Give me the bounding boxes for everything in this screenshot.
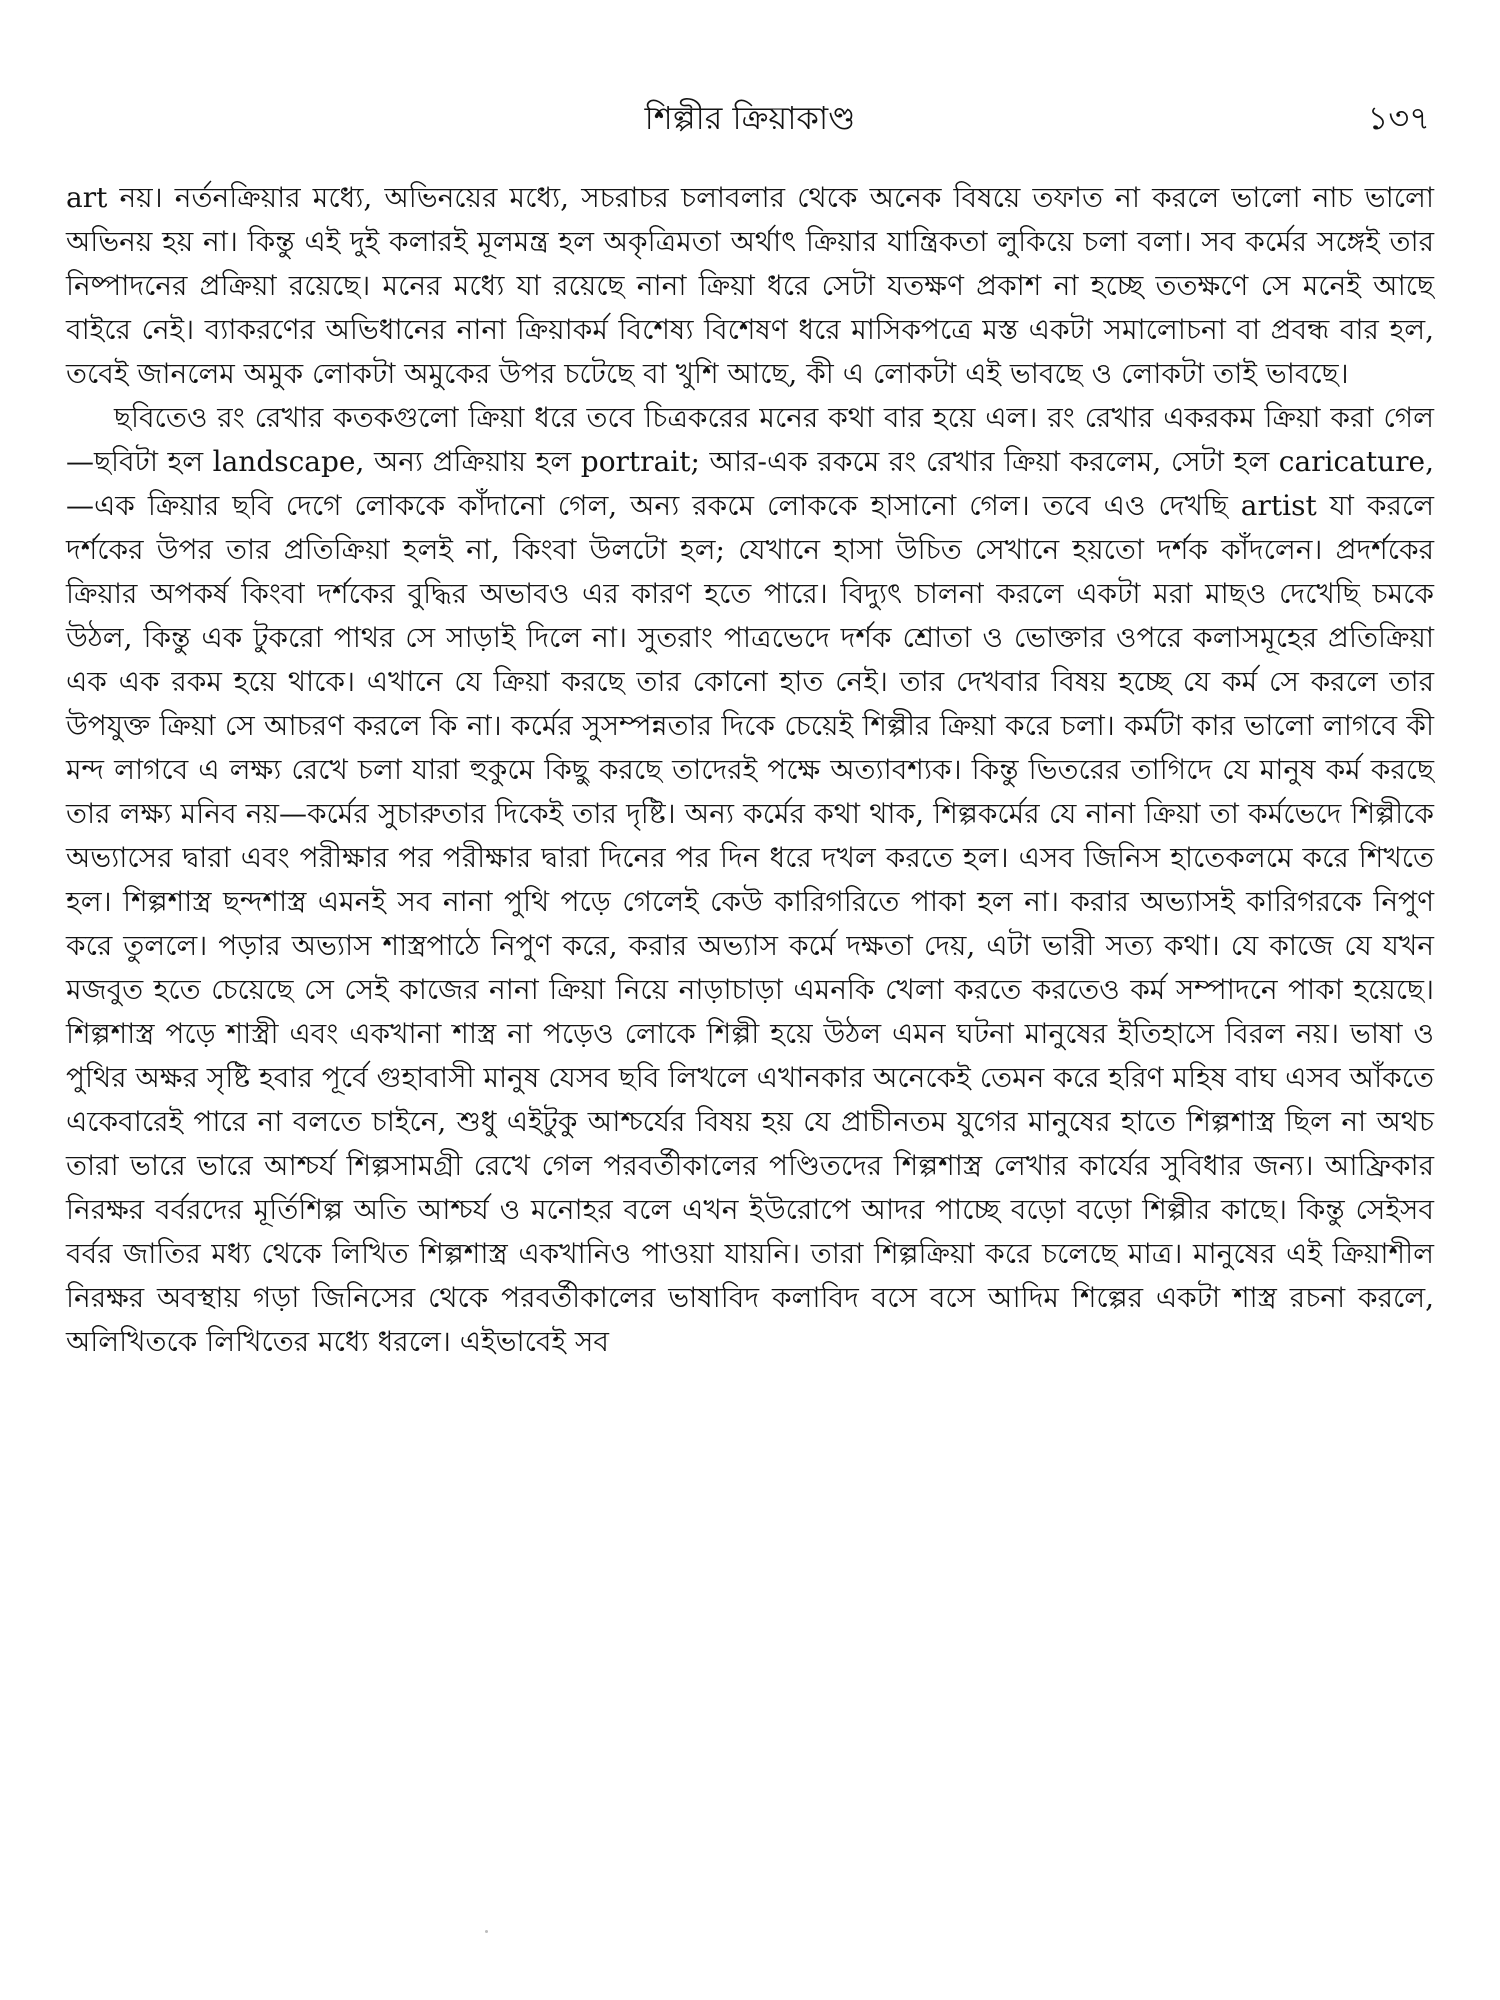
body-text (66, 176, 1434, 1364)
page-number: ১৩৭ (1367, 99, 1430, 137)
running-head-title: শিল্পীর ক্রিয়াকাণ্ড (644, 99, 856, 137)
paragraph-1: art নয়। নর্তনক্রিয়ার মধ্যে, অভিনয়ের মধ্যে, সচরাচর চলাবলার থেকে অনেক বিষয়ে তফাত না করলে ভালো নাচ ভালো অভিনয় হয় না। কিন্তু এই দুই কলারই মূলমন্ত্র হল অকৃত্রিমতা অর্থাৎ ক্রিয়ার যান্ত্রিকতা লুকিয়ে চলা বলা। সব কর্মের সঙ্গেই তার নিষ্পাদনের প্রক্রিয়া রয়েছে। মনের মধ্যে যা রয়েছে নানা ক্রিয়া ধরে সেটা যতক্ষণ প্রকাশ না হচ্ছে ততক্ষণে সে মনেই আছে বাইরে নেই। ব্যাকরণের অভিধানের নানা ক্রিয়াকর্ম বিশেষ্য বিশেষণ ধরে মাসিকপত্রে মস্ত একটা সমালোচনা বা প্রবন্ধ বার হল, তবেই জানলেম অমুক লোকটা অমুকের উপর চটেছে বা খুশি আছে, কী এ লোকটা এই ভাবছে ও লোকটা তাই ভাবছে। (66, 181, 1434, 390)
paragraph-2: ছবিতেও রং রেখার কতকগুলো ক্রিয়া ধরে তবে চিত্রকরের মনের কথা বার হয়ে এল। রং রেখার একরকম ক্রিয়া করা গেল—ছবিটা হল landscape, অন্য প্রক্রিয়ায় হল portrait; আর-এক রকমে রং রেখার ক্রিয়া করলেম, সেটা হল caricature,—এক ক্রিয়ার ছবি দেগে লোককে কাঁদানো গেল, অন্য রকমে লোককে হাসানো গেল। তবে এও দেখছি artist যা করলে দর্শকের উপর তার প্রতিক্রিয়া হলই না, কিংবা উলটো হল; যেখানে হাসা উচিত সেখানে হয়তো দর্শক কাঁদলেন। প্রদর্শকের ক্রিয়ার অপকর্ষ কিংবা দর্শকের বুদ্ধির অভাবও এর কারণ হতে পারে। বিদ্যুৎ চালনা করলে একটা মরা মাছও দেখেছি চমকে উঠল, কিন্তু এক টুকরো পাথর সে সাড়াই দিলে না। সুতরাং পাত্রভেদে দর্শক শ্রোতা ও ভোক্তার ওপরে কলাসমূহের প্রতিক্রিয়া এক এক রকম হয়ে থাকে। এখানে যে ক্রিয়া করছে তার কোনো হাত নেই। তার দেখবার বিষয় হচ্ছে যে কর্ম সে করলে তার উপযুক্ত ক্রিয়া সে আচরণ করলে কি না। কর্মের সুসম্পন্নতার দিকে চেয়েই শিল্পীর ক্রিয়া করে চলা। কর্মটা কার ভালো লাগবে কী মন্দ লাগবে এ লক্ষ্য রেখে চলা যারা হুকুমে কিছু করছে তাদেরই পক্ষে অত্যাবশ্যক। কিন্তু ভিতরের তাগিদে যে মানুষ কর্ম করছে তার লক্ষ্য মনিব নয়—কর্মের সুচারুতার দিকেই তার দৃষ্টি। অন্য কর্মের কথা থাক, শিল্পকর্মের যে নানা ক্রিয়া তা কর্মভেদে শিল্পীকে অভ্যাসের দ্বারা এবং পরীক্ষার পর পরীক্ষার দ্বারা দিনের পর দিন ধরে দখল করতে হল। এসব জিনিস হাতেকলমে করে শিখতে হল। শিল্পশাস্ত্র ছন্দশাস্ত্র এমনই সব নানা পুথি পড়ে গেলেই কেউ কারিগরিতে পাকা হল না। করার অভ্যাসই কারিগরকে নিপুণ করে তুললে। পড়ার অভ্যাস শাস্ত্রপাঠে নিপুণ করে, করার অভ্যাস কর্মে দক্ষতা দেয়, এটা ভারী সত্য কথা। যে কাজে যে যখন মজবুত হতে চেয়েছে সে সেই কাজের নানা ক্রিয়া নিয়ে নাড়াচাড়া এমনকি খেলা করতে করতেও কর্ম সম্পাদনে পাকা হয়েছে। শিল্পশাস্ত্র পড়ে শাস্ত্রী এবং একখানা শাস্ত্র না পড়েও লোকে শিল্পী হয়ে উঠল এমন ঘটনা মানুষের ইতিহাসে বিরল নয়। ভাষা ও পুথির অক্ষর সৃষ্টি হবার পূর্বে গুহাবাসী মানুষ যেসব ছবি লিখলে এখানকার অনেকেই তেমন করে হরিণ মহিষ বাঘ এসব আঁকতে একেবারেই পারে না বলতে চাইনে, শুধু এইটুকু আশ্চর্যের বিষয় হয় যে প্রাচীনতম যুগের মানুষের হাতে শিল্পশাস্ত্র ছিল না অথচ তারা ভারে ভারে আশ্চর্য শিল্পসামগ্রী রেখে গেল পরবর্তীকালের পণ্ডিতদের শিল্পশাস্ত্র লেখার কার্যের সুবিধার জন্য। আফ্রিকার নিরক্ষর বর্বরদের মূর্তিশিল্প অতি আশ্চর্য ও মনোহর বলে এখন ইউরোপে আদর পাচ্ছে বড়ো বড়ো শিল্পীর কাছে। কিন্তু সেইসব বর্বর জাতির মধ্য থেকে লিখিত শিল্পশাস্ত্র একখানিও পাওয়া যায়নি। তারা শিল্পক্রিয়া করে চলেছে মাত্র। মানুষের এই ক্রিয়াশীল নিরক্ষর অবস্থায় গড়া জিনিসের থেকে পরবর্তীকালের ভাষাবিদ কলাবিদ বসে বসে আদিম শিল্পের একটা শাস্ত্র রচনা করলে, অলিখিতকে লিখিতের মধ্যে ধরলে। এইভাবেই সব (66, 401, 1434, 1358)
scan-speck (485, 1930, 488, 1933)
